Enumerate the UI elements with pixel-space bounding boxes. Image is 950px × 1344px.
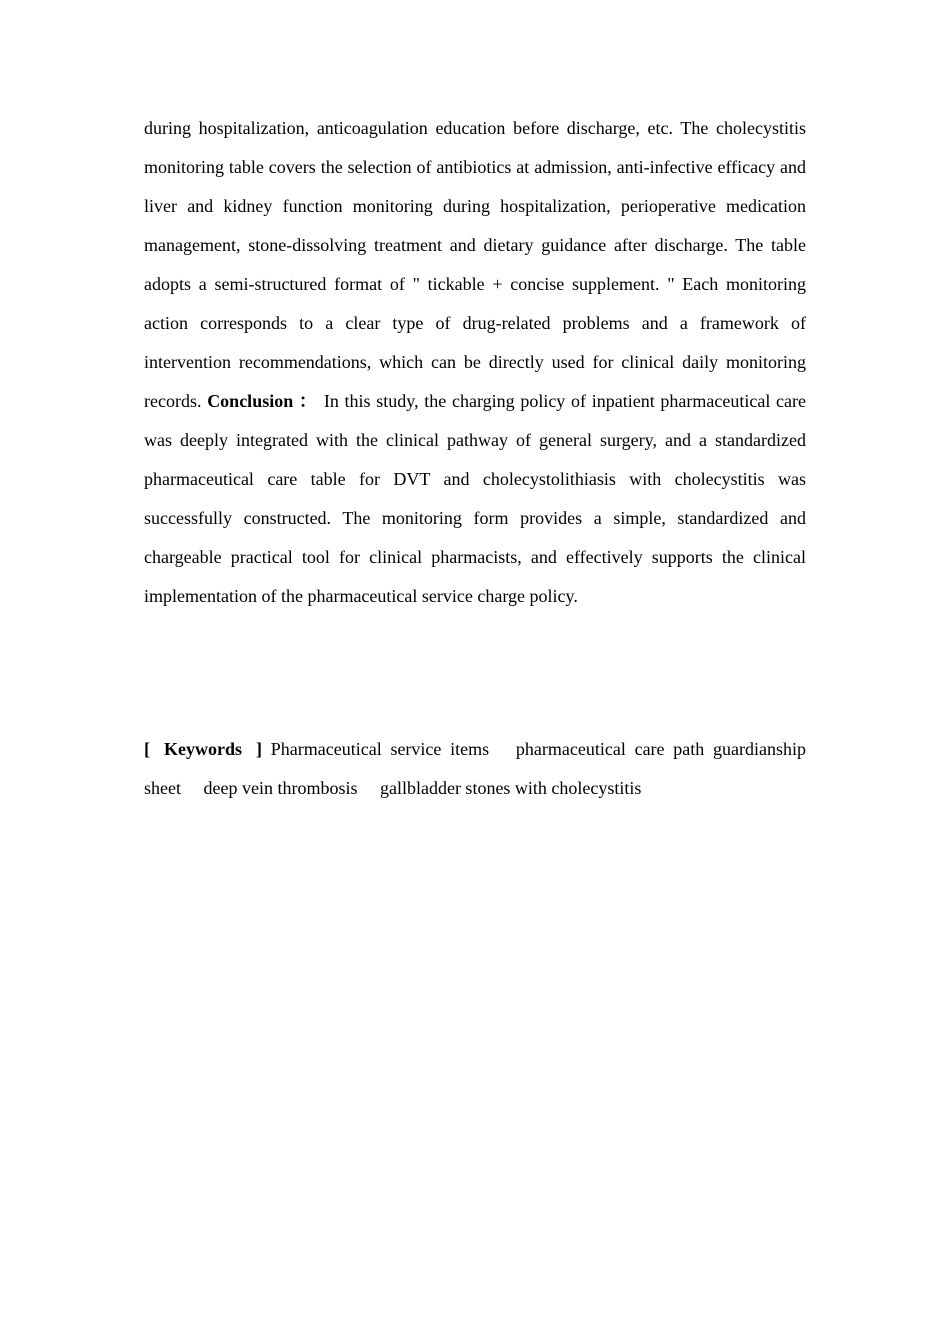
keyword-item: pharmaceutical care path guardianship sheet [144, 739, 807, 798]
keyword-item: deep vein thrombosis [203, 778, 358, 798]
keywords-label: Keywords [164, 739, 242, 759]
keywords-bracket-close: ] [256, 739, 262, 759]
keyword-item: Pharmaceutical service items [270, 739, 490, 759]
abstract-paragraph [144, 109, 806, 616]
keywords-bracket-open: [ [144, 739, 150, 759]
abstract-results-text: during hospitalization, anticoagulation education before discharge, etc. The cholecystitis monitoring table covers the selection of antibiotics at admission, anti-infective efficacy and liver and kidney function monitoring during hospitalization, perioperative medication management, stone-dissolving treatment and dietary guidance after discharge. The table adopts a semi-structured format of " tickable + concise supplement. " Each monitoring action corresponds to a clear type of drug-related problems and a framework of intervention recommendations, which can be directly used for clinical daily monitoring records. [144, 118, 806, 411]
keywords-paragraph [144, 730, 806, 808]
conclusion-label: Conclusion ： [207, 391, 319, 411]
conclusion-text: In this study, the charging policy of inpatient pharmaceutical care was deeply integrated with the clinical pathway of general surgery, and a standardized pharmaceutical care table for DVT and cholecystolithiasis with cholecystitis was successfully constructed. The monitoring form provides a simple, standardized and chargeable practical tool for clinical pharmacists, and effectively supports the clinical implementation of the pharmaceutical service charge policy. [144, 391, 806, 606]
keyword-item: gallbladder stones with cholecystitis [379, 778, 642, 798]
